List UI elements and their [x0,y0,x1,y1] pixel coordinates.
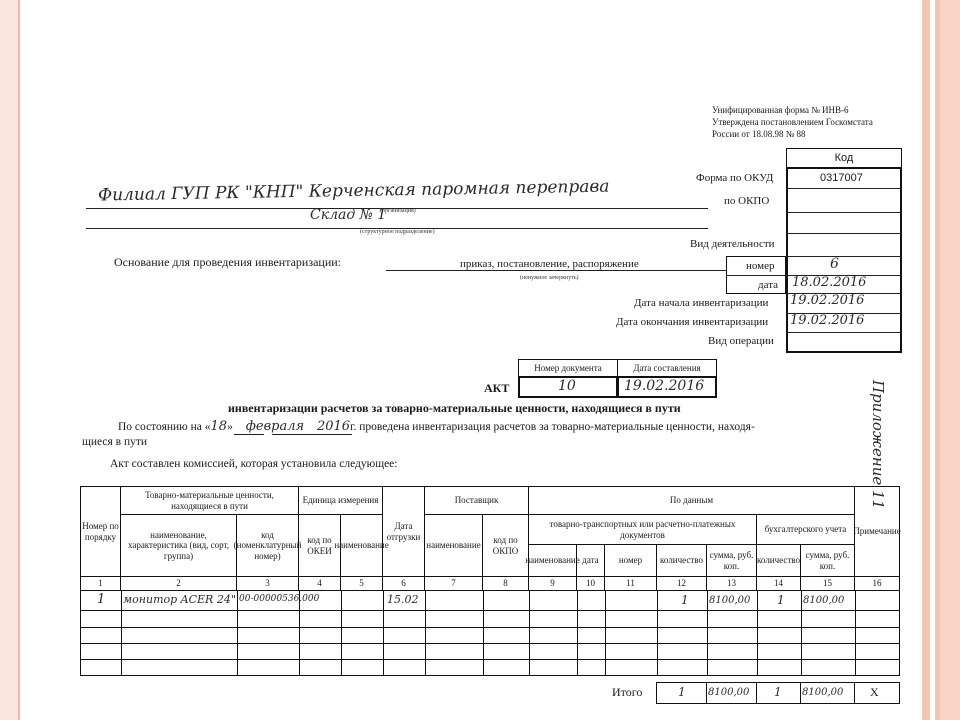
row1-acc-sum: 8100,00 [803,595,845,606]
doc-number-header: Номер документа [518,359,618,377]
col-data-header: По данным [529,487,855,515]
okud-label: Форма по ОКУД [696,172,774,184]
subdivision-caption: (структурное подразделение) [360,229,435,235]
start-date-label: Дата начала инвентаризации [634,297,769,309]
basis-label: Основание для проведения инвентаризации: [114,255,342,269]
doc-number-value: 10 [558,378,576,394]
col-supplier-header: Поставщик [425,487,529,515]
form-header-line2: Утверждена постановлением Госкомстата [712,117,873,127]
slide-left-border [0,0,20,720]
col-t-qty-header: количество [657,545,707,577]
col-sup-name-header: наименование [425,515,483,577]
commission-text: Акт составлен комиссией, которая установила следующее: [110,458,398,470]
act-label: АКТ [484,381,510,395]
col-unit-name-header: наименование [341,515,383,577]
form-header-line1: Унифицированная форма № ИНВ-6 [712,105,849,115]
intro-line1: По состоянию на «18» февраля 2016г. проведена инвентаризация расчетов за товарно-материальные ценности, находя- [118,419,755,434]
colnum-9: 9 [529,577,577,591]
organization-caption: (организация) [380,208,416,214]
order-number-label: номер [746,260,775,272]
row1-acc-qty: 1 [777,593,785,607]
colnum-14: 14 [757,577,801,591]
activity-label: Вид деятельности [690,238,775,250]
colnum-6: 6 [383,577,425,591]
col-t-sum-header: сумма, руб. коп. [707,545,757,577]
total-note: Х [870,685,879,699]
total-label: Итого [612,685,643,699]
order-date-label: дата [758,279,779,291]
inventory-table [80,486,900,676]
col-t-num-header: номер [605,545,657,577]
col-unit-code-header: код по ОКЕИ [299,515,341,577]
col-a-sum-header: сумма, руб. коп. [801,545,855,577]
colnum-7: 7 [425,577,483,591]
col-goods-header: Товарно-материальные ценности, находящиеся в пути [121,487,299,515]
doc-date-value: 19.02.2016 [624,378,705,394]
colnum-13: 13 [707,577,757,591]
okud-value: 0317007 [820,172,863,184]
subdivision-handwritten: Склад № 1 [310,207,387,223]
colnum-2: 2 [121,577,237,591]
intro-line2: щиеся в пути [82,436,148,448]
col-ship-header: Дата отгрузки [383,487,425,577]
end-date-label: Дата окончания инвентаризации [616,316,769,328]
colnum-3: 3 [237,577,299,591]
act-title: инвентаризации расчетов за товарно-материальные ценности, находящиеся в пути [228,401,681,415]
organization-handwritten: Филиал ГУП РК "КНП" Керченская паромная переправа [97,176,610,206]
row1-num: 1 [97,592,106,607]
order-number-value: 6 [830,256,839,272]
row1-code: 00-00000536.000 [239,594,320,604]
order-date-value: 18.02.2016 [792,275,867,290]
basis-caption: (ненужное зачеркнуть) [520,275,579,281]
colnum-12: 12 [657,577,707,591]
colnum-11: 11 [605,577,657,591]
total-acc-qty: 1 [774,685,782,699]
total-qty: 1 [678,685,686,699]
total-sum: 8100,00 [708,687,750,698]
okpo-label: по ОКПО [724,195,770,207]
colnum-4: 4 [299,577,341,591]
col-transport-header: товарно-транспортных или расчетно-платежных документов [529,515,757,545]
end-date-value: 19.02.2016 [790,313,865,328]
colnum-1: 1 [81,577,121,591]
colnum-8: 8 [483,577,529,591]
side-note: Приложение 11 [869,380,887,510]
row1-sum: 8100,00 [709,595,751,606]
operation-label: Вид операции [708,335,774,347]
colnum-10: 10 [577,577,605,591]
intro-year: 2016 [316,419,351,434]
colnum-16: 16 [855,577,899,591]
intro-month: февраля [245,419,305,434]
total-acc-sum: 8100,00 [802,687,844,698]
row1-qty: 1 [681,593,689,607]
colnum-5: 5 [341,577,383,591]
row1-name: монитор ACER 24" [123,593,236,606]
col-t-date-header: дата [577,545,605,577]
col-sup-code-header: код по ОКПО [483,515,529,577]
col-t-name-header: наименование [529,545,577,577]
code-column-header: Код [786,148,902,168]
intro-day: 18 [210,419,228,434]
col-goods-code-header: код (номенклатурный номер) [237,515,299,577]
col-num-header: Номер по порядку [81,487,121,577]
colnum-15: 15 [801,577,855,591]
basis-options: приказ, постановление, распоряжение [460,258,639,270]
col-acc-header: бухгалтерского учета [757,515,855,545]
row1-ship: 15.02 [387,593,419,606]
col-note-header: Примечание [855,487,899,577]
form-header-line3: России от 18.08.98 № 88 [712,129,806,139]
slide-right-border [922,0,960,720]
start-date-value: 19.02.2016 [790,293,865,308]
col-unit-header: Единица измерения [299,487,383,515]
col-a-qty-header: количество [757,545,801,577]
doc-date-header: Дата составления [617,359,717,377]
col-goods-name-header: наименование, характеристика (вид, сорт, группа) [121,515,237,577]
